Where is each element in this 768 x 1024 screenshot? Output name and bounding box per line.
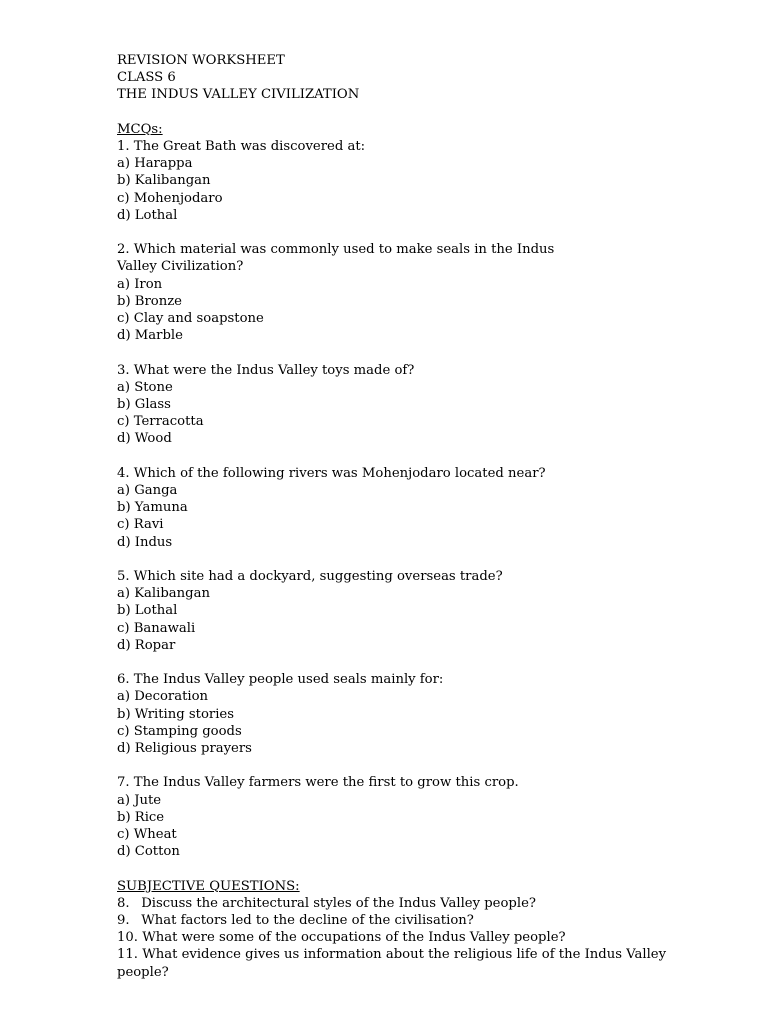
mcq-option: b) Rice xyxy=(117,809,165,825)
subjective-question xyxy=(117,895,697,912)
subjective-question xyxy=(117,912,697,929)
subjective-heading: SUBJECTIVE QUESTIONS: xyxy=(117,878,300,894)
subjective-question xyxy=(117,929,697,946)
question-number: 10. xyxy=(117,930,138,946)
mcq-question: 4. Which of the following rivers was Mohenjodaro located near? xyxy=(117,465,546,481)
mcq-heading: MCQs: xyxy=(117,121,163,137)
mcq-option: c) Wheat xyxy=(117,827,177,843)
mcq-option: a) Kalibangan xyxy=(117,586,210,602)
mcq-option: a) Jute xyxy=(117,792,162,808)
mcq-option: a) Harappa xyxy=(117,156,193,172)
mcq-question-block xyxy=(117,774,697,860)
question-text: What factors led to the decline of the civilisation? xyxy=(141,913,474,929)
mcq-question-block xyxy=(117,138,697,224)
mcq-question-block xyxy=(117,241,697,344)
question-number: 9. xyxy=(117,913,130,929)
mcq-option: d) Ropar xyxy=(117,637,176,653)
mcq-option: b) Glass xyxy=(117,397,171,413)
mcq-option: b) Writing stories xyxy=(117,706,235,722)
question-text: What were some of the occupations of the Indus Valley people? xyxy=(142,930,566,946)
question-number: 8. xyxy=(117,895,130,911)
mcq-question-block xyxy=(117,671,697,757)
subjective-question xyxy=(117,946,677,980)
mcq-option: a) Stone xyxy=(117,379,173,395)
mcq-option: d) Marble xyxy=(117,328,183,344)
mcq-option: c) Mohenjodaro xyxy=(117,190,223,206)
mcq-question-block xyxy=(117,568,697,654)
question-text: Discuss the architectural styles of the Indus Valley people? xyxy=(141,895,536,911)
mcq-option: c) Stamping goods xyxy=(117,723,242,739)
mcq-option: a) Iron xyxy=(117,276,163,292)
mcq-option: d) Wood xyxy=(117,431,172,447)
mcq-question: 1. The Great Bath was discovered at: xyxy=(117,139,366,154)
mcq-question: 3. What were the Indus Valley toys made of? xyxy=(117,362,415,378)
mcq-option: d) Indus xyxy=(117,534,173,550)
class-label: CLASS 6 xyxy=(117,70,176,86)
question-text: What evidence gives us information about the religious life of the Indus Valley people? xyxy=(117,947,667,980)
mcq-option: c) Ravi xyxy=(117,517,164,533)
mcq-option: c) Clay and soapstone xyxy=(117,311,264,327)
mcq-question: 6. The Indus Valley people used seals mainly for: xyxy=(117,672,444,688)
mcq-option: c) Terracotta xyxy=(117,414,204,430)
worksheet-title: REVISION WORKSHEET xyxy=(117,53,285,68)
worksheet-page xyxy=(117,52,697,981)
mcq-option: b) Kalibangan xyxy=(117,173,211,189)
mcq-question: 7. The Indus Valley farmers were the first to grow this crop. xyxy=(117,775,519,791)
mcq-option: a) Ganga xyxy=(117,483,178,499)
mcq-option: a) Decoration xyxy=(117,689,209,705)
chapter-title: THE INDUS VALLEY CIVILIZATION xyxy=(117,87,360,103)
mcq-question: 5. Which site had a dockyard, suggesting overseas trade? xyxy=(117,569,503,585)
mcq-question-block xyxy=(117,465,697,551)
mcq-option: b) Yamuna xyxy=(117,500,188,516)
mcq-option: c) Banawali xyxy=(117,620,196,636)
mcq-option: d) Religious prayers xyxy=(117,741,252,757)
mcq-option: d) Lothal xyxy=(117,207,178,223)
mcq-question: 2. Which material was commonly used to make seals in the Indus Valley Civilization? xyxy=(117,242,555,275)
mcq-option: b) Bronze xyxy=(117,293,182,309)
mcq-option: b) Lothal xyxy=(117,603,178,619)
question-number: 11. xyxy=(117,947,138,963)
mcq-question-block xyxy=(117,362,697,448)
mcq-option: d) Cotton xyxy=(117,844,180,860)
